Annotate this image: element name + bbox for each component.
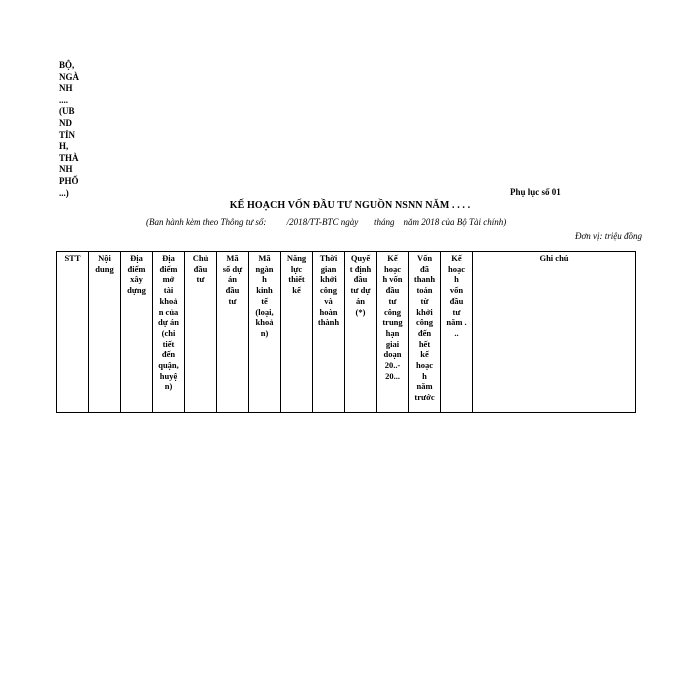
document-title: KẾ HOẠCH VỐN ĐẦU TƯ NGUỒN NSNN NĂM . . . . xyxy=(229,200,471,211)
issuing-ministry: BỘ, NGÀ NH .... (UB ND TỈN H, THÀ NH PHỐ ...) xyxy=(59,60,79,198)
column-header-investment-decision: Quyế t định đầu tư dự án (*) xyxy=(345,252,377,413)
column-header-investor: Chủ đầu tư xyxy=(185,252,217,413)
investment-plan-table xyxy=(56,251,636,413)
column-header-construction-site: Địa điểm xây dựng xyxy=(121,252,153,413)
column-header-notes: Ghi chú xyxy=(473,252,636,413)
column-header-annual-plan: Kế hoạc h vốn đầu tư năm . .. xyxy=(441,252,473,413)
column-header-account-location: Địa điểm mở tài khoả n của dự án (chi tiết đến quận, huyệ n) xyxy=(153,252,185,413)
column-header-start-completion-time: Thời gian khởi công và hoàn thành xyxy=(313,252,345,413)
table-header-row xyxy=(57,252,636,413)
column-header-stt: STT xyxy=(57,252,89,413)
column-header-design-capacity: Năng lực thiết kế xyxy=(281,252,313,413)
document-subtitle: (Ban hành kèm theo Thông tư số: /2018/TT-BTC ngày tháng năm 2018 của Bộ Tài chính) xyxy=(146,217,507,227)
column-header-content: Nội dung xyxy=(89,252,121,413)
column-header-project-code: Mã số dự án đầu tư xyxy=(217,252,249,413)
appendix-label: Phụ lục số 01 xyxy=(510,187,561,197)
column-header-capital-paid: Vốn đã thanh toán từ khởi công đến hết kế hoạc h năm trước xyxy=(409,252,441,413)
column-header-medium-term-plan: Kế hoạc h vốn đầu tư công trung hạn giai doạn 20..- 20... xyxy=(377,252,409,413)
unit-label: Đơn vị: triệu đồng xyxy=(575,231,643,241)
column-header-economic-sector-code: Mã ngàn h kinh tế (loại, khoả n) xyxy=(249,252,281,413)
